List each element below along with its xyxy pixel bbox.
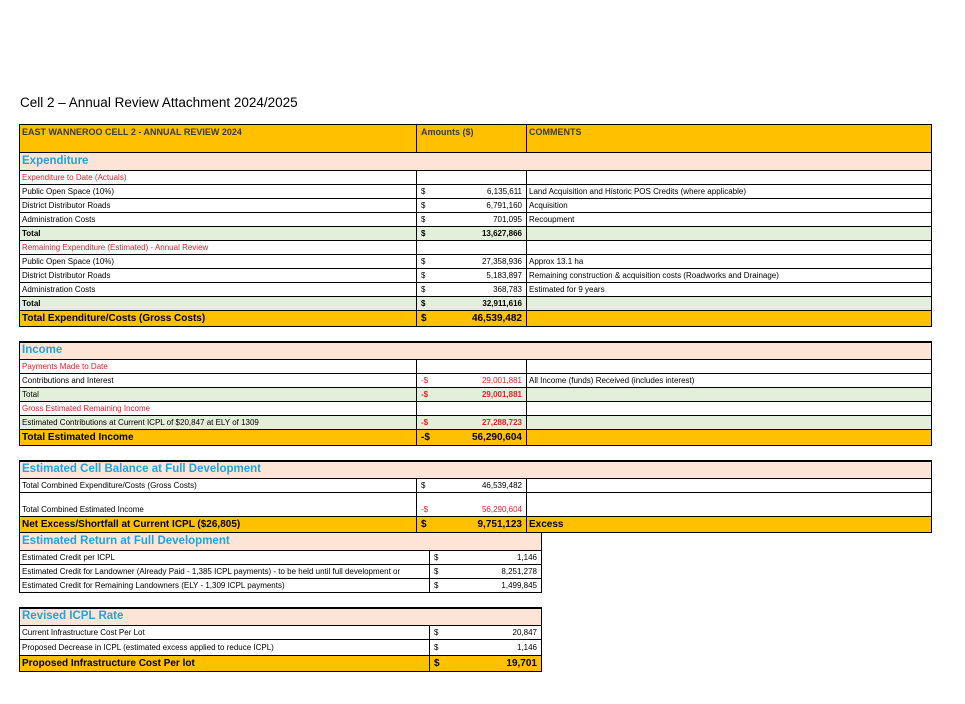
amount-cell xyxy=(429,656,541,671)
amount-value: 1,146 xyxy=(516,642,537,652)
comment-cell: Acquisition xyxy=(526,199,931,212)
comment-cell xyxy=(526,360,931,373)
header-title: EAST WANNEROO CELL 2 - ANNUAL REVIEW 2024 xyxy=(22,127,242,137)
row-label: Proposed Decrease in ICPL (estimated excess applied to reduce ICPL) xyxy=(22,642,274,652)
spacer-row xyxy=(19,593,542,608)
table-header-row xyxy=(19,124,932,153)
row-label: Estimated Credit for Landowner (Already Paid - 1,385 ICPL payments) - to be held until full development or xyxy=(22,566,401,576)
currency-symbol: $ xyxy=(434,657,440,669)
amount-value: 56,290,604 xyxy=(471,431,522,443)
row-label: Public Open Space (10%) xyxy=(22,256,115,266)
subheading-row xyxy=(19,360,932,374)
spacer-row xyxy=(19,327,932,342)
row-label: Total xyxy=(22,228,41,238)
amount-cell xyxy=(416,297,526,310)
currency-symbol: $ xyxy=(421,256,426,266)
amount-value: 701,095 xyxy=(493,214,522,224)
amount-cell xyxy=(429,551,541,564)
comment-cell: Excess xyxy=(526,517,931,532)
currency-symbol: -$ xyxy=(421,375,429,385)
amount-value: 8,251,278 xyxy=(501,566,537,576)
comment-cell xyxy=(526,493,931,516)
row-label: Total xyxy=(22,389,39,399)
currency-symbol: $ xyxy=(421,214,426,224)
amount-value: 6,135,611 xyxy=(487,186,522,196)
subtotal-row xyxy=(19,297,932,311)
table-row xyxy=(19,626,542,640)
table-row xyxy=(19,213,932,227)
amount-value: 29,001,881 xyxy=(481,389,522,399)
row-label: Proposed Infrastructure Cost Per lot xyxy=(22,657,195,669)
section-heading-text: Income xyxy=(22,344,63,357)
table-row xyxy=(19,255,932,269)
amount-cell xyxy=(416,517,526,532)
amount-cell xyxy=(416,283,526,296)
amount-cell xyxy=(416,311,526,326)
amount-cell xyxy=(416,171,526,184)
amount-value: 20,847 xyxy=(512,627,537,637)
section-heading-text: Revised ICPL Rate xyxy=(22,610,124,623)
table-row xyxy=(19,199,932,213)
row-label: Total Combined Estimated Income xyxy=(22,505,144,514)
row-label: District Distributor Roads xyxy=(22,270,111,280)
currency-symbol: $ xyxy=(434,627,439,637)
comment-cell: All Income (funds) Received (includes interest) xyxy=(526,374,931,387)
table-row xyxy=(19,416,932,430)
section-heading-expenditure xyxy=(19,153,932,171)
subheading-label: Gross Estimated Remaining Income xyxy=(22,403,151,413)
amount-value: 5,183,897 xyxy=(486,270,522,280)
table-row xyxy=(19,185,932,199)
currency-symbol: $ xyxy=(421,312,427,324)
currency-symbol: $ xyxy=(434,580,439,590)
grand-total-row xyxy=(19,656,542,672)
comment-cell xyxy=(526,311,931,326)
section-heading-return xyxy=(19,533,542,551)
amount-cell xyxy=(416,241,526,254)
comment-cell xyxy=(526,227,931,240)
amount-cell xyxy=(429,640,541,655)
currency-symbol: $ xyxy=(434,642,439,652)
comment-cell xyxy=(526,388,931,401)
amount-value: 46,539,482 xyxy=(471,312,522,324)
row-label: Current Infrastructure Cost Per Lot xyxy=(22,627,145,637)
amount-cell xyxy=(416,388,526,401)
comment-cell: Recoupment xyxy=(526,213,931,226)
table-row xyxy=(19,269,932,283)
amount-value: 32,911,616 xyxy=(482,298,522,308)
amount-value: 27,358,936 xyxy=(481,256,522,266)
amount-value: 368,783 xyxy=(493,284,522,294)
comment-cell: Estimated for 9 years xyxy=(526,283,931,296)
amount-value: 27,288,723 xyxy=(481,417,522,427)
subheading-label: Remaining Expenditure (Estimated) - Annual Review xyxy=(22,242,209,252)
table-row xyxy=(19,493,932,517)
comment-cell xyxy=(526,479,931,492)
currency-symbol: $ xyxy=(421,270,426,280)
row-label: Total Estimated Income xyxy=(22,431,134,443)
amount-cell xyxy=(416,360,526,373)
row-label: Total Expenditure/Costs (Gross Costs) xyxy=(22,312,206,324)
section-heading-text: Estimated Return at Full Development xyxy=(22,534,230,547)
currency-symbol: -$ xyxy=(421,505,429,514)
comment-cell xyxy=(526,402,931,415)
table-row xyxy=(19,479,932,493)
row-label: Public Open Space (10%) xyxy=(22,186,115,196)
table-row xyxy=(19,640,542,656)
net-total-row xyxy=(19,517,932,533)
currency-symbol: -$ xyxy=(421,389,429,399)
grand-total-row xyxy=(19,311,932,327)
subheading-row xyxy=(19,171,932,185)
row-label: Administration Costs xyxy=(22,214,96,224)
amount-cell xyxy=(429,626,541,639)
header-comments: COMMENTS xyxy=(526,125,931,152)
row-label: District Distributor Roads xyxy=(22,200,111,210)
amount-value: 1,146 xyxy=(516,552,537,562)
amount-value: 6,791,160 xyxy=(486,200,522,210)
row-label: Estimated Credit per ICPL xyxy=(22,552,115,562)
currency-symbol: $ xyxy=(434,552,439,562)
currency-symbol: $ xyxy=(421,284,426,294)
row-label: Total Combined Expenditure/Costs (Gross Costs) xyxy=(22,480,197,490)
comment-cell: Approx 13.1 ha xyxy=(526,255,931,268)
amount-cell xyxy=(416,374,526,387)
table-row xyxy=(19,551,542,565)
amount-value: 19,701 xyxy=(506,657,537,669)
currency-symbol: $ xyxy=(421,186,426,196)
currency-symbol: $ xyxy=(434,566,439,576)
currency-symbol: $ xyxy=(421,200,426,210)
amount-cell xyxy=(429,579,541,592)
row-label: Net Excess/Shortfall at Current ICPL ($26,805) xyxy=(22,518,241,530)
amount-cell xyxy=(416,213,526,226)
subtotal-row xyxy=(19,388,932,402)
table-row xyxy=(19,579,542,593)
section-heading-text: Expenditure xyxy=(22,154,89,167)
spacer-row xyxy=(19,446,932,461)
amount-cell xyxy=(416,227,526,240)
currency-symbol: -$ xyxy=(421,431,430,443)
amount-value: 13,627,866 xyxy=(481,228,522,238)
amount-cell xyxy=(416,185,526,198)
section-heading-text: Estimated Cell Balance at Full Development xyxy=(22,463,262,476)
row-label: Administration Costs xyxy=(22,284,96,294)
amount-cell xyxy=(416,430,526,445)
table-row xyxy=(19,374,932,388)
currency-symbol: $ xyxy=(421,480,426,490)
subheading-label: Expenditure to Date (Actuals) xyxy=(22,172,127,182)
page-caption: Cell 2 – Annual Review Attachment 2024/2025 xyxy=(20,95,298,110)
currency-symbol: $ xyxy=(421,298,426,308)
amount-value: 1,499,845 xyxy=(501,580,537,590)
amount-cell xyxy=(416,479,526,492)
row-label: Estimated Contributions at Current ICPL of $20,847 at ELY of 1309 xyxy=(22,417,259,427)
table-row xyxy=(19,283,932,297)
subheading-row xyxy=(19,241,932,255)
comment-cell: Remaining construction & acquisition costs (Roadworks and Drainage) xyxy=(526,269,931,282)
amount-value: 9,751,123 xyxy=(477,518,522,530)
amount-cell xyxy=(416,199,526,212)
section-heading-icpl xyxy=(19,608,542,626)
annual-review-table xyxy=(19,124,932,672)
currency-symbol: $ xyxy=(421,518,427,530)
subheading-row xyxy=(19,402,932,416)
table-row xyxy=(19,565,542,579)
subheading-label: Payments Made to Date xyxy=(22,361,108,371)
row-label: Total xyxy=(22,298,41,308)
amount-value: 29,001,881 xyxy=(481,375,522,385)
amount-cell xyxy=(416,416,526,429)
comment-cell: Land Acquisition and Historic POS Credits (where applicable) xyxy=(526,185,931,198)
row-label: Contributions and Interest xyxy=(22,375,114,385)
amount-cell xyxy=(416,493,526,516)
header-amounts: Amounts ($) xyxy=(416,125,526,152)
section-heading-income xyxy=(19,342,932,360)
comment-cell xyxy=(526,171,931,184)
currency-symbol: $ xyxy=(421,228,426,238)
amount-value: 56,290,604 xyxy=(481,505,522,514)
subtotal-row xyxy=(19,227,932,241)
amount-value: 46,539,482 xyxy=(481,480,522,490)
comment-cell xyxy=(526,416,931,429)
row-label: Estimated Credit for Remaining Landowners (ELY - 1,309 ICPL payments) xyxy=(22,580,285,590)
amount-cell xyxy=(416,402,526,415)
currency-symbol: -$ xyxy=(421,417,429,427)
section-heading-balance xyxy=(19,461,932,479)
comment-cell xyxy=(526,297,931,310)
amount-cell xyxy=(429,565,541,578)
amount-cell xyxy=(416,255,526,268)
grand-total-row xyxy=(19,430,932,446)
comment-cell xyxy=(526,241,931,254)
amount-cell xyxy=(416,269,526,282)
comment-cell xyxy=(526,430,931,445)
